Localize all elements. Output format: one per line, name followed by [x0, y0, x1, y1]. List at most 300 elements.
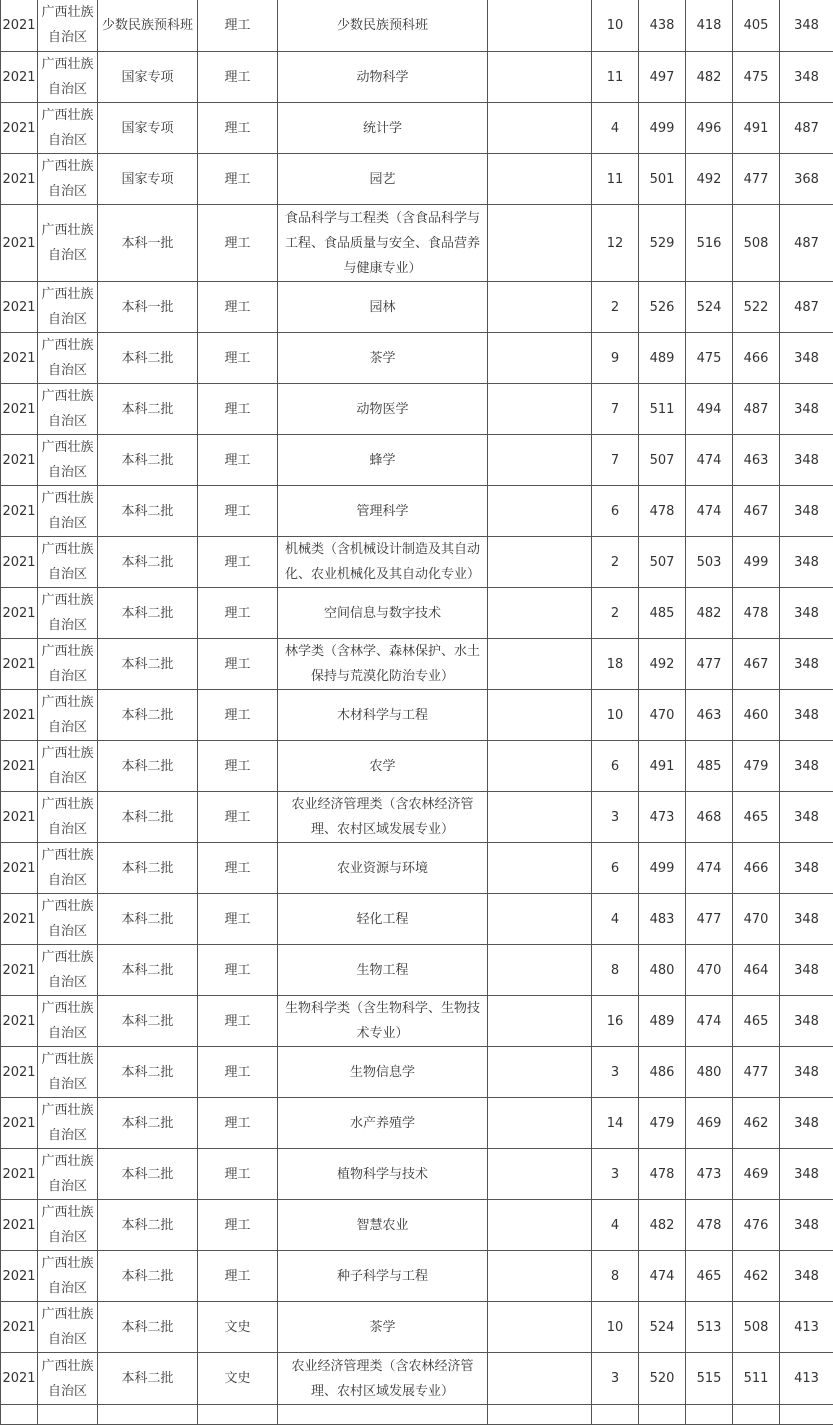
blank-cell [488, 588, 592, 639]
table-row [1, 435, 833, 486]
batch-cell: 本科二批 [98, 792, 198, 843]
max-score-cell: 497 [639, 52, 686, 103]
control-line-cell: 348 [780, 996, 833, 1047]
blank-cell [488, 1098, 592, 1149]
control-line-cell: 348 [780, 843, 833, 894]
table-row [1, 537, 833, 588]
batch-cell: 本科二批 [98, 486, 198, 537]
max-score-cell: 470 [639, 690, 686, 741]
table-row [1, 1251, 833, 1302]
category-cell: 理工 [198, 1047, 278, 1098]
max-score-cell: 529 [639, 205, 686, 282]
min-score-cell: 469 [733, 1149, 780, 1200]
year-cell: 2021 [1, 1200, 38, 1251]
year-cell: 2021 [1, 639, 38, 690]
avg-score-cell: 480 [686, 1047, 733, 1098]
major-cell: 生物工程 [278, 945, 488, 996]
control-line-cell: 413 [780, 1302, 833, 1353]
avg-score-cell: 463 [686, 690, 733, 741]
max-score-cell: 474 [639, 1251, 686, 1302]
table-row [1, 741, 833, 792]
control-line-cell: 348 [780, 1098, 833, 1149]
plan-count-cell: 10 [592, 0, 639, 52]
year-cell: 2021 [1, 741, 38, 792]
batch-cell: 本科一批 [98, 282, 198, 333]
province-cell: 广西壮族自治区 [38, 945, 98, 996]
avg-score-cell: 474 [686, 435, 733, 486]
max-score-cell: 491 [639, 741, 686, 792]
blank-cell [488, 1149, 592, 1200]
batch-cell: 本科二批 [98, 1098, 198, 1149]
major-cell: 林学类（含林学、森林保护、水土保持与荒漠化防治专业） [278, 639, 488, 690]
plan-count-cell: 18 [592, 639, 639, 690]
category-cell: 理工 [198, 103, 278, 154]
control-line-cell [780, 1405, 833, 1425]
batch-cell: 本科二批 [98, 1302, 198, 1353]
batch-cell: 本科二批 [98, 333, 198, 384]
avg-score-cell: 477 [686, 894, 733, 945]
avg-score-cell: 513 [686, 1302, 733, 1353]
year-cell: 2021 [1, 792, 38, 843]
major-cell: 水产养殖学 [278, 1098, 488, 1149]
max-score-cell: 507 [639, 537, 686, 588]
province-cell: 广西壮族自治区 [38, 333, 98, 384]
major-cell: 动物医学 [278, 384, 488, 435]
avg-score-cell: 516 [686, 205, 733, 282]
year-cell: 2021 [1, 435, 38, 486]
blank-cell [488, 690, 592, 741]
batch-cell: 本科二批 [98, 690, 198, 741]
batch-cell: 少数民族预科班 [98, 0, 198, 52]
category-cell: 理工 [198, 945, 278, 996]
year-cell: 2021 [1, 945, 38, 996]
max-score-cell: 499 [639, 843, 686, 894]
min-score-cell: 499 [733, 537, 780, 588]
major-cell: 种子科学与工程 [278, 1251, 488, 1302]
table-row [1, 1149, 833, 1200]
batch-cell: 国家专项 [98, 52, 198, 103]
year-cell: 2021 [1, 690, 38, 741]
major-cell: 农业经济管理类（含农林经济管理、农村区域发展专业） [278, 792, 488, 843]
table-row [1, 843, 833, 894]
major-cell [278, 1405, 488, 1425]
category-cell: 理工 [198, 333, 278, 384]
min-score-cell: 479 [733, 741, 780, 792]
category-cell: 理工 [198, 843, 278, 894]
max-score-cell: 507 [639, 435, 686, 486]
control-line-cell: 487 [780, 205, 833, 282]
batch-cell: 本科二批 [98, 384, 198, 435]
category-cell: 理工 [198, 741, 278, 792]
plan-count-cell: 4 [592, 894, 639, 945]
min-score-cell: 463 [733, 435, 780, 486]
table-row [1, 1405, 833, 1425]
table-row [1, 486, 833, 537]
major-cell: 蜂学 [278, 435, 488, 486]
province-cell: 广西壮族自治区 [38, 1302, 98, 1353]
province-cell: 广西壮族自治区 [38, 384, 98, 435]
major-cell: 农学 [278, 741, 488, 792]
major-cell: 轻化工程 [278, 894, 488, 945]
province-cell: 广西壮族自治区 [38, 154, 98, 205]
avg-score-cell: 468 [686, 792, 733, 843]
plan-count-cell: 3 [592, 1047, 639, 1098]
table-row [1, 1200, 833, 1251]
year-cell: 2021 [1, 537, 38, 588]
category-cell: 理工 [198, 894, 278, 945]
blank-cell [488, 843, 592, 894]
max-score-cell: 473 [639, 792, 686, 843]
batch-cell: 本科二批 [98, 1149, 198, 1200]
batch-cell: 国家专项 [98, 103, 198, 154]
table-row [1, 1353, 833, 1405]
major-cell: 空间信息与数字技术 [278, 588, 488, 639]
category-cell: 理工 [198, 0, 278, 52]
control-line-cell: 348 [780, 639, 833, 690]
avg-score-cell [686, 1405, 733, 1425]
year-cell: 2021 [1, 1251, 38, 1302]
min-score-cell: 462 [733, 1251, 780, 1302]
province-cell: 广西壮族自治区 [38, 894, 98, 945]
avg-score-cell: 515 [686, 1353, 733, 1405]
avg-score-cell: 475 [686, 333, 733, 384]
control-line-cell: 348 [780, 1251, 833, 1302]
year-cell: 2021 [1, 103, 38, 154]
min-score-cell: 467 [733, 486, 780, 537]
category-cell: 理工 [198, 435, 278, 486]
major-cell: 智慧农业 [278, 1200, 488, 1251]
table-row [1, 205, 833, 282]
max-score-cell: 483 [639, 894, 686, 945]
min-score-cell: 460 [733, 690, 780, 741]
category-cell: 理工 [198, 1149, 278, 1200]
avg-score-cell: 418 [686, 0, 733, 52]
major-cell: 机械类（含机械设计制造及其自动化、农业机械化及其自动化专业） [278, 537, 488, 588]
major-cell: 统计学 [278, 103, 488, 154]
control-line-cell: 487 [780, 282, 833, 333]
blank-cell [488, 205, 592, 282]
province-cell: 广西壮族自治区 [38, 282, 98, 333]
blank-cell [488, 996, 592, 1047]
plan-count-cell: 7 [592, 435, 639, 486]
min-score-cell [733, 1405, 780, 1425]
table-row [1, 639, 833, 690]
batch-cell: 本科二批 [98, 894, 198, 945]
control-line-cell: 368 [780, 154, 833, 205]
plan-count-cell: 7 [592, 384, 639, 435]
table-row [1, 103, 833, 154]
max-score-cell: 499 [639, 103, 686, 154]
plan-count-cell: 9 [592, 333, 639, 384]
min-score-cell: 522 [733, 282, 780, 333]
major-cell: 园林 [278, 282, 488, 333]
category-cell [198, 1405, 278, 1425]
major-cell: 茶学 [278, 333, 488, 384]
table-row [1, 996, 833, 1047]
blank-cell [488, 1353, 592, 1405]
control-line-cell: 348 [780, 1200, 833, 1251]
blank-cell [488, 1302, 592, 1353]
province-cell: 广西壮族自治区 [38, 435, 98, 486]
major-cell: 少数民族预科班 [278, 0, 488, 52]
blank-cell [488, 486, 592, 537]
major-cell: 食品科学与工程类（含食品科学与工程、食品质量与安全、食品营养与健康专业） [278, 205, 488, 282]
min-score-cell: 465 [733, 996, 780, 1047]
plan-count-cell: 3 [592, 1353, 639, 1405]
plan-count-cell: 8 [592, 1251, 639, 1302]
year-cell: 2021 [1, 0, 38, 52]
plan-count-cell: 4 [592, 1200, 639, 1251]
control-line-cell: 348 [780, 0, 833, 52]
blank-cell [488, 1200, 592, 1251]
province-cell: 广西壮族自治区 [38, 741, 98, 792]
max-score-cell: 482 [639, 1200, 686, 1251]
year-cell: 2021 [1, 1302, 38, 1353]
avg-score-cell: 465 [686, 1251, 733, 1302]
avg-score-cell: 473 [686, 1149, 733, 1200]
table-row [1, 894, 833, 945]
year-cell: 2021 [1, 205, 38, 282]
category-cell: 理工 [198, 1200, 278, 1251]
major-cell: 农业经济管理类（含农林经济管理、农村区域发展专业） [278, 1353, 488, 1405]
province-cell: 广西壮族自治区 [38, 792, 98, 843]
plan-count-cell: 12 [592, 205, 639, 282]
plan-count-cell: 10 [592, 690, 639, 741]
table-row [1, 690, 833, 741]
control-line-cell: 348 [780, 52, 833, 103]
control-line-cell: 348 [780, 486, 833, 537]
category-cell: 理工 [198, 588, 278, 639]
table-row [1, 1098, 833, 1149]
min-score-cell: 508 [733, 205, 780, 282]
table-row [1, 792, 833, 843]
control-line-cell: 348 [780, 894, 833, 945]
year-cell: 2021 [1, 52, 38, 103]
max-score-cell: 479 [639, 1098, 686, 1149]
batch-cell: 本科一批 [98, 205, 198, 282]
year-cell: 2021 [1, 1098, 38, 1149]
major-cell: 动物科学 [278, 52, 488, 103]
blank-cell [488, 894, 592, 945]
avg-score-cell: 492 [686, 154, 733, 205]
plan-count-cell: 3 [592, 1149, 639, 1200]
plan-count-cell: 6 [592, 843, 639, 894]
min-score-cell: 465 [733, 792, 780, 843]
control-line-cell: 348 [780, 945, 833, 996]
province-cell: 广西壮族自治区 [38, 690, 98, 741]
major-cell: 生物科学类（含生物科学、生物技术专业） [278, 996, 488, 1047]
year-cell: 2021 [1, 486, 38, 537]
province-cell: 广西壮族自治区 [38, 486, 98, 537]
province-cell: 广西壮族自治区 [38, 1149, 98, 1200]
table-row [1, 588, 833, 639]
control-line-cell: 348 [780, 537, 833, 588]
blank-cell [488, 639, 592, 690]
avg-score-cell: 470 [686, 945, 733, 996]
avg-score-cell: 477 [686, 639, 733, 690]
max-score-cell: 489 [639, 333, 686, 384]
blank-cell [488, 1047, 592, 1098]
min-score-cell: 508 [733, 1302, 780, 1353]
plan-count-cell: 11 [592, 154, 639, 205]
blank-cell [488, 103, 592, 154]
avg-score-cell: 469 [686, 1098, 733, 1149]
category-cell: 理工 [198, 1251, 278, 1302]
plan-count-cell [592, 1405, 639, 1425]
batch-cell: 本科二批 [98, 537, 198, 588]
min-score-cell: 466 [733, 333, 780, 384]
min-score-cell: 464 [733, 945, 780, 996]
control-line-cell: 348 [780, 792, 833, 843]
category-cell: 理工 [198, 384, 278, 435]
control-line-cell: 348 [780, 1149, 833, 1200]
batch-cell: 本科二批 [98, 1353, 198, 1405]
avg-score-cell: 478 [686, 1200, 733, 1251]
table-row [1, 1302, 833, 1353]
blank-cell [488, 154, 592, 205]
province-cell: 广西壮族自治区 [38, 1098, 98, 1149]
control-line-cell: 348 [780, 690, 833, 741]
max-score-cell: 478 [639, 486, 686, 537]
min-score-cell: 467 [733, 639, 780, 690]
table-row [1, 333, 833, 384]
batch-cell: 本科二批 [98, 588, 198, 639]
plan-count-cell: 10 [592, 1302, 639, 1353]
blank-cell [488, 435, 592, 486]
plan-count-cell: 2 [592, 537, 639, 588]
year-cell: 2021 [1, 588, 38, 639]
major-cell: 农业资源与环境 [278, 843, 488, 894]
min-score-cell: 487 [733, 384, 780, 435]
province-cell: 广西壮族自治区 [38, 843, 98, 894]
province-cell: 广西壮族自治区 [38, 1353, 98, 1405]
province-cell: 广西壮族自治区 [38, 996, 98, 1047]
avg-score-cell: 503 [686, 537, 733, 588]
avg-score-cell: 524 [686, 282, 733, 333]
max-score-cell: 492 [639, 639, 686, 690]
province-cell: 广西壮族自治区 [38, 103, 98, 154]
table-row [1, 1047, 833, 1098]
min-score-cell: 478 [733, 588, 780, 639]
max-score-cell: 485 [639, 588, 686, 639]
control-line-cell: 348 [780, 741, 833, 792]
blank-cell [488, 741, 592, 792]
plan-count-cell: 4 [592, 103, 639, 154]
plan-count-cell: 11 [592, 52, 639, 103]
max-score-cell: 526 [639, 282, 686, 333]
max-score-cell: 478 [639, 1149, 686, 1200]
min-score-cell: 405 [733, 0, 780, 52]
avg-score-cell: 482 [686, 52, 733, 103]
plan-count-cell: 16 [592, 996, 639, 1047]
province-cell: 广西壮族自治区 [38, 1200, 98, 1251]
blank-cell [488, 52, 592, 103]
avg-score-cell: 496 [686, 103, 733, 154]
max-score-cell: 438 [639, 0, 686, 52]
batch-cell: 本科二批 [98, 741, 198, 792]
control-line-cell: 348 [780, 588, 833, 639]
control-line-cell: 348 [780, 384, 833, 435]
max-score-cell: 524 [639, 1302, 686, 1353]
year-cell: 2021 [1, 1149, 38, 1200]
major-cell: 生物信息学 [278, 1047, 488, 1098]
province-cell: 广西壮族自治区 [38, 1047, 98, 1098]
blank-cell [488, 0, 592, 52]
major-cell: 茶学 [278, 1302, 488, 1353]
province-cell: 广西壮族自治区 [38, 639, 98, 690]
province-cell: 广西壮族自治区 [38, 0, 98, 52]
min-score-cell: 477 [733, 1047, 780, 1098]
min-score-cell: 511 [733, 1353, 780, 1405]
province-cell: 广西壮族自治区 [38, 52, 98, 103]
table-row [1, 945, 833, 996]
table-row [1, 154, 833, 205]
table-row [1, 52, 833, 103]
control-line-cell: 348 [780, 333, 833, 384]
plan-count-cell: 2 [592, 588, 639, 639]
batch-cell: 本科二批 [98, 1251, 198, 1302]
batch-cell: 本科二批 [98, 1047, 198, 1098]
min-score-cell: 470 [733, 894, 780, 945]
major-cell: 植物科学与技术 [278, 1149, 488, 1200]
control-line-cell: 487 [780, 103, 833, 154]
max-score-cell: 486 [639, 1047, 686, 1098]
year-cell: 2021 [1, 996, 38, 1047]
min-score-cell: 475 [733, 52, 780, 103]
max-score-cell: 511 [639, 384, 686, 435]
province-cell [38, 1405, 98, 1425]
category-cell: 文史 [198, 1353, 278, 1405]
category-cell: 理工 [198, 282, 278, 333]
province-cell: 广西壮族自治区 [38, 537, 98, 588]
min-score-cell: 462 [733, 1098, 780, 1149]
batch-cell: 本科二批 [98, 843, 198, 894]
batch-cell [98, 1405, 198, 1425]
category-cell: 理工 [198, 639, 278, 690]
plan-count-cell: 3 [592, 792, 639, 843]
province-cell: 广西壮族自治区 [38, 205, 98, 282]
blank-cell [488, 333, 592, 384]
year-cell: 2021 [1, 154, 38, 205]
control-line-cell: 413 [780, 1353, 833, 1405]
avg-score-cell: 485 [686, 741, 733, 792]
min-score-cell: 476 [733, 1200, 780, 1251]
blank-cell [488, 537, 592, 588]
category-cell: 文史 [198, 1302, 278, 1353]
batch-cell: 本科二批 [98, 945, 198, 996]
category-cell: 理工 [198, 690, 278, 741]
max-score-cell: 520 [639, 1353, 686, 1405]
batch-cell: 本科二批 [98, 996, 198, 1047]
blank-cell [488, 282, 592, 333]
max-score-cell: 480 [639, 945, 686, 996]
min-score-cell: 466 [733, 843, 780, 894]
category-cell: 理工 [198, 537, 278, 588]
major-cell: 园艺 [278, 154, 488, 205]
max-score-cell: 501 [639, 154, 686, 205]
plan-count-cell: 8 [592, 945, 639, 996]
control-line-cell: 348 [780, 435, 833, 486]
year-cell: 2021 [1, 384, 38, 435]
year-cell: 2021 [1, 282, 38, 333]
blank-cell [488, 792, 592, 843]
province-cell: 广西壮族自治区 [38, 588, 98, 639]
control-line-cell: 348 [780, 1047, 833, 1098]
category-cell: 理工 [198, 996, 278, 1047]
category-cell: 理工 [198, 52, 278, 103]
year-cell: 2021 [1, 843, 38, 894]
min-score-cell: 477 [733, 154, 780, 205]
